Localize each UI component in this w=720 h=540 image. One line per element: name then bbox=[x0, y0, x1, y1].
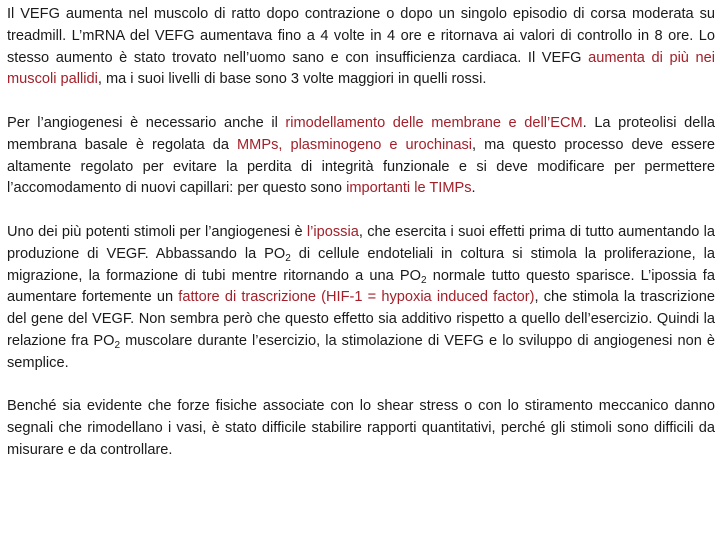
paragraph-mechanical-forces bbox=[7, 396, 715, 461]
text-span: . La proteolisi della membrana basale è regolata da bbox=[7, 114, 715, 153]
highlight-text: importanti le TIMPs bbox=[346, 180, 472, 197]
slide-body bbox=[7, 4, 715, 484]
highlight-text: MMPs, plasminogeno e urochinasi bbox=[237, 136, 473, 153]
text-span: Il VEFG aumenta nel muscolo di ratto dopo contrazione o dopo un singolo episodio di corsa moderata su treadmill. L’mRNA del VEFG aumentava fino a 4 volte in 4 ore e ritornava ai valori di controllo in 8 ore. Lo stesso aumento è stato trovato nell’uomo sano e con insufficienza cardiaca. Il VEFG bbox=[7, 6, 715, 66]
text-span: normale tutto questo sparisce. L’ipossia fa aumentare fortemente un bbox=[7, 267, 715, 306]
paragraph-ecm-remodeling bbox=[7, 113, 715, 200]
text-span: , che stimola la trascrizione del gene del VEGF. Non sembra però che questo effetto sia additivo rispetto a quello dell’esercizio. Quindi la relazione fra PO bbox=[7, 289, 715, 349]
highlight-text: l’ipossia bbox=[306, 223, 359, 240]
paragraph-hypoxia bbox=[7, 222, 715, 375]
highlight-text: aumenta di più nei muscoli pallidi bbox=[7, 49, 715, 88]
text-span: muscolare durante l’esercizio, la stimolazione di VEFG e lo sviluppo di angiogenesi non è semplice. bbox=[7, 332, 715, 371]
highlight-text: fattore di trascrizione (HIF-1 = hypoxia induced factor) bbox=[178, 289, 535, 306]
text-span: Per l’angiogenesi è necessario anche il bbox=[7, 114, 286, 131]
text-span: , ma questo processo deve essere altamente regolato per evitare la perdita di integrità funzionale e si deve modificare per permettere l’accomodamento di nuovi capillari: per questo sono bbox=[7, 136, 715, 197]
highlight-text: rimodellamento delle membrane e dell’ECM bbox=[285, 114, 583, 131]
paragraph-vefg-exercise bbox=[7, 4, 715, 91]
text-span: Uno dei più potenti stimoli per l’angiogenesi è bbox=[7, 223, 307, 240]
subscript: 2 bbox=[114, 339, 121, 351]
text-span: di cellule endoteliali in coltura si stimola la proliferazione, la migrazione, la formazione di tubi mentre ritornando a una PO bbox=[7, 245, 716, 284]
subscript: 2 bbox=[285, 252, 291, 264]
text-span: Benché sia evidente che forze fisiche associate con lo shear stress o con lo stiramento meccanico danno segnali che rimodellano i vasi, è stato difficile stabilire rapporti quantitativi, perché gli stimoli sono difficili da misurare e da controllare. bbox=[7, 398, 715, 458]
text-span: , che esercita i suoi effetti prima di tutto aumentando la produzione di VEGF. Abbassando la PO bbox=[7, 223, 715, 262]
text-span: , ma i suoi livelli di base sono 3 volte maggiori in quelli rossi. bbox=[97, 71, 487, 88]
text-span: . bbox=[471, 180, 476, 197]
subscript: 2 bbox=[420, 274, 427, 286]
